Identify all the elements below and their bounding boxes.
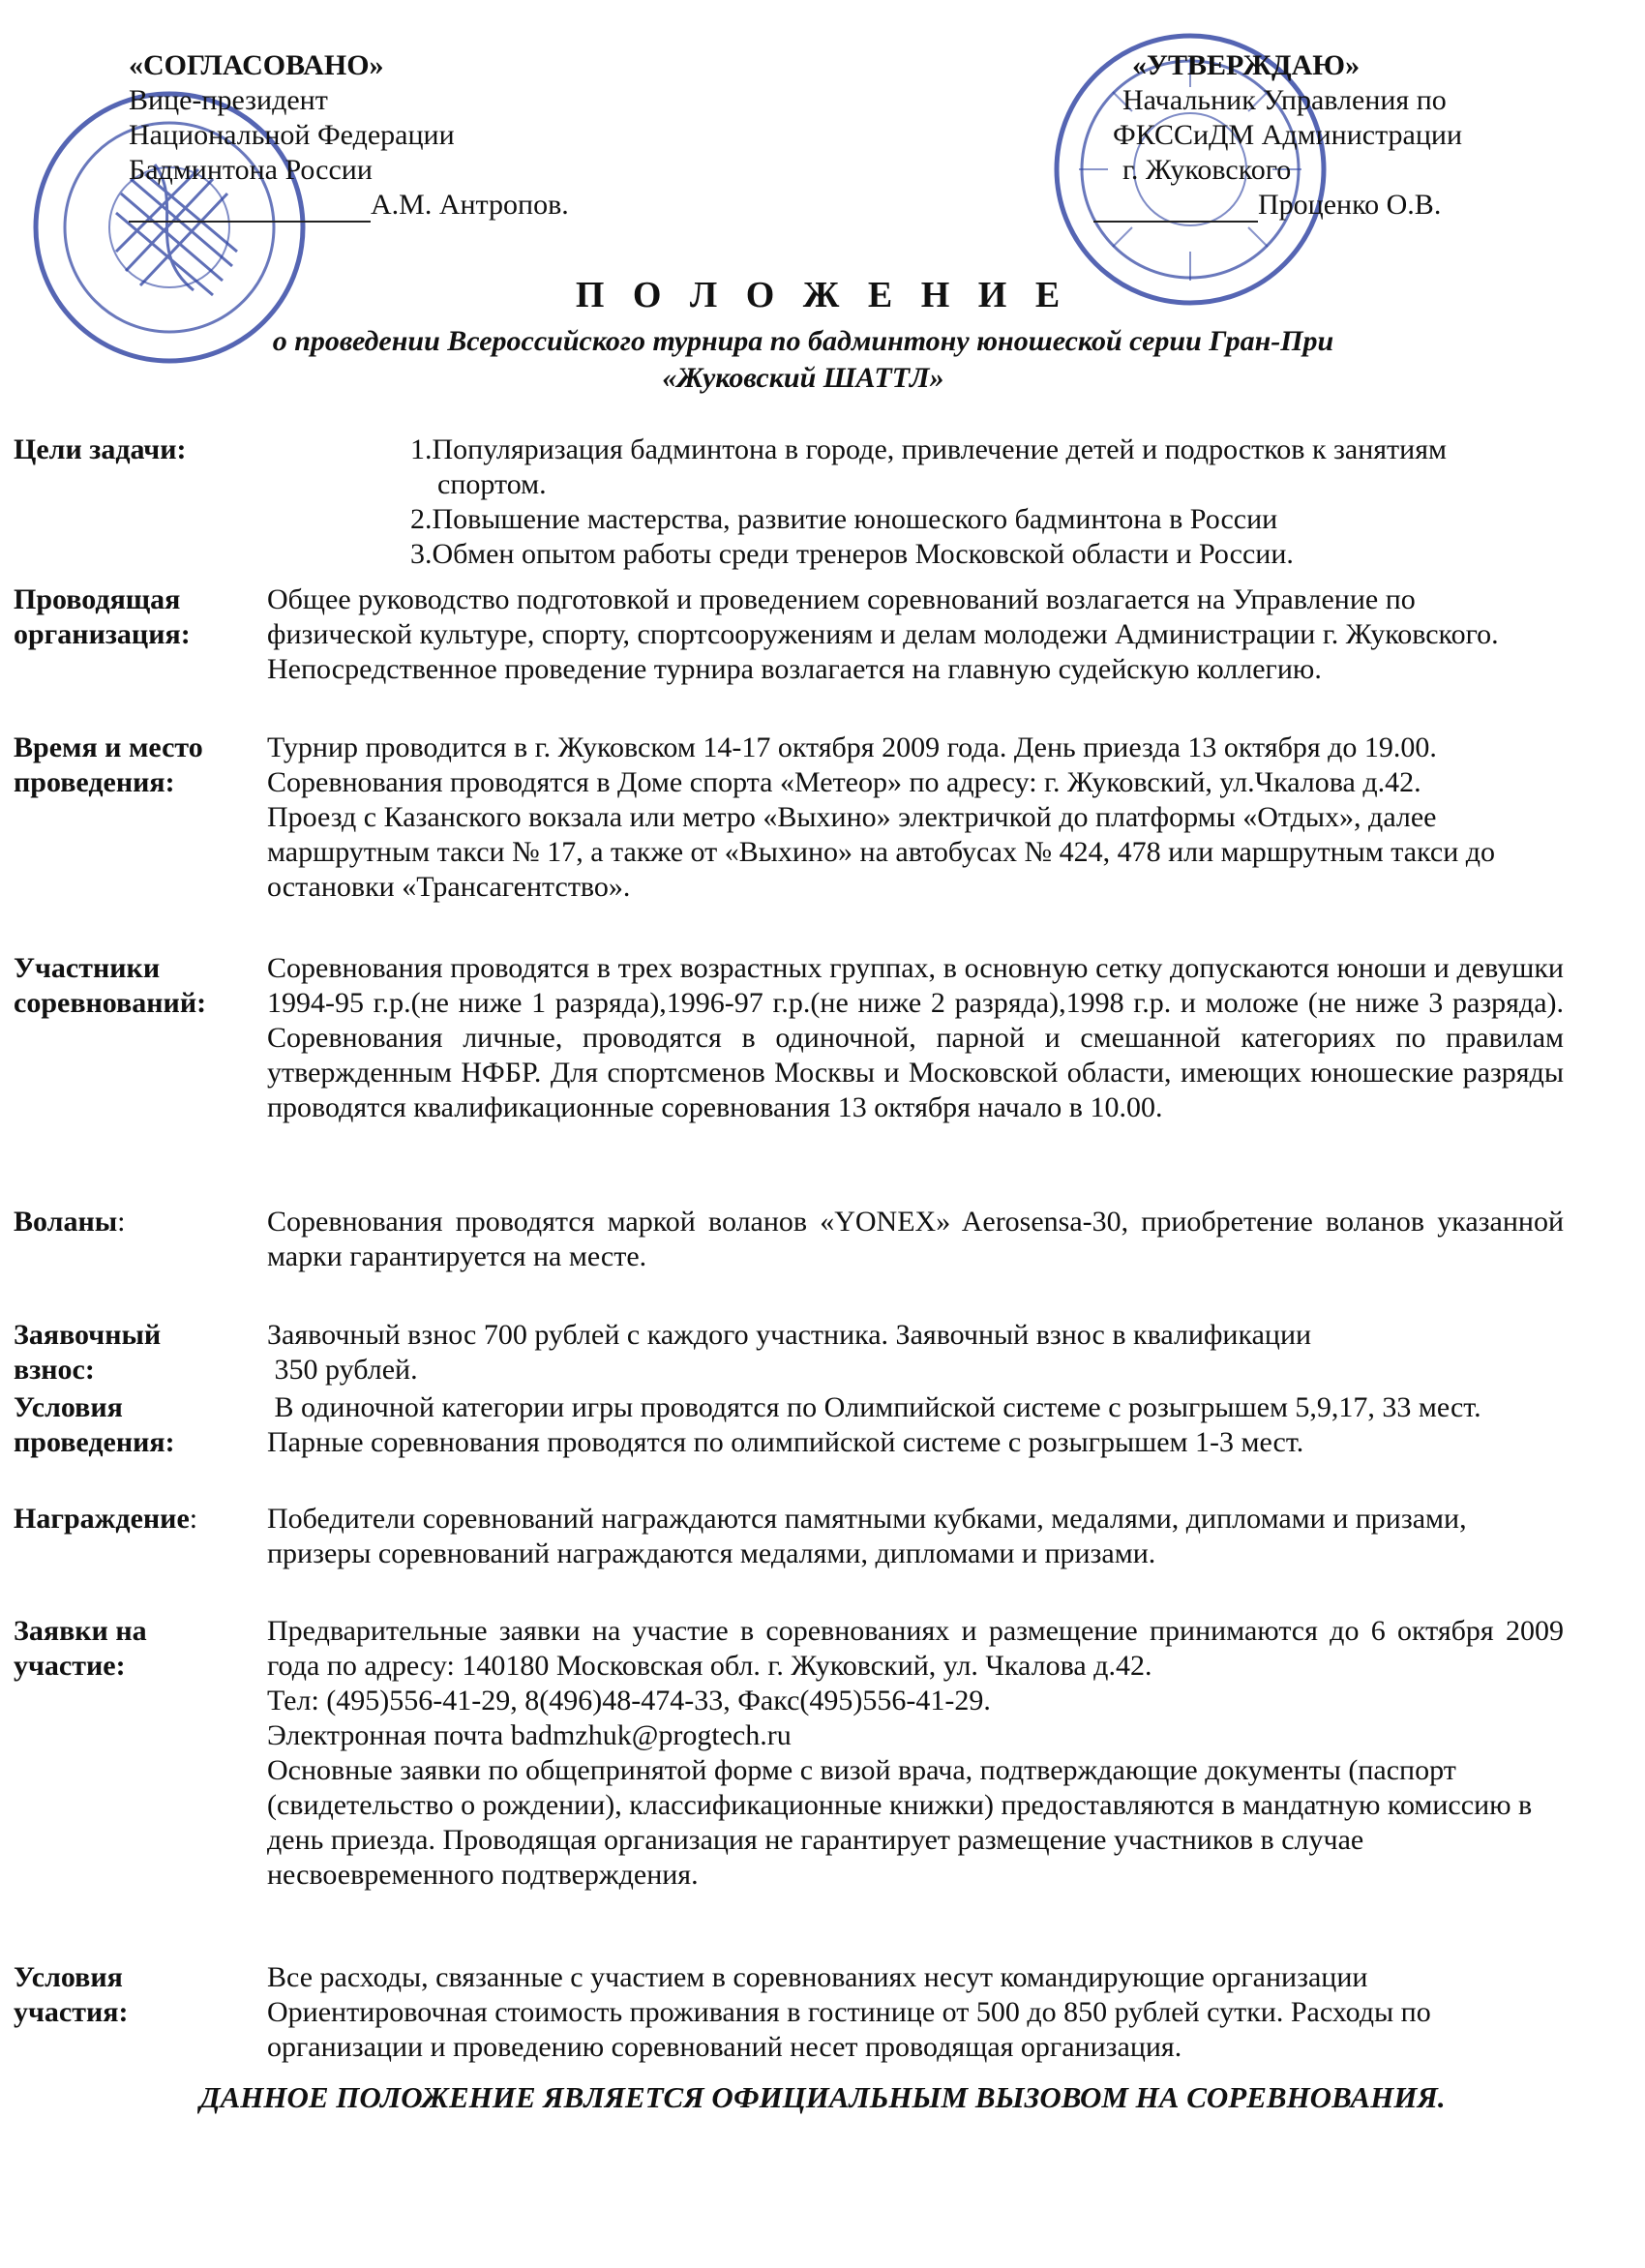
label-text: Воланы: [14, 1206, 118, 1238]
label-colon: :: [117, 1206, 126, 1238]
section-time-place: [14, 731, 1564, 914]
goal-item: 3.Обмен опытом работы среди тренеров Московской области и России.: [410, 538, 1294, 570]
approval-right-line: г. Жуковского: [1122, 154, 1292, 186]
section-conditions: [14, 1390, 1564, 1463]
paragraph: Победители соревнований награждаются памятными кубками, медалями, дипломами и призами, призеры соревнований награждаются медалями, дипломами и призами.: [267, 1503, 1467, 1569]
document-title: П О Л О Ж Е Н И Е: [575, 275, 1070, 315]
approval-right-line: ФКССиДМ Администрации: [1113, 119, 1463, 151]
section-text: [267, 1960, 1535, 2065]
section-participation: [14, 1960, 1564, 2067]
section-label: [14, 731, 255, 800]
section-text: [267, 1205, 1564, 1274]
goal-item: 1.Популяризация бадминтона в городе, привлечение детей и подростков к занятиям спортом.: [410, 433, 1448, 500]
section-awards: [14, 1502, 1564, 1574]
label-line: организация:: [14, 618, 191, 650]
section-text: [267, 951, 1564, 1125]
label-text: Награждение: [14, 1503, 190, 1535]
label-line: проведения:: [14, 766, 175, 798]
approval-right-line: Начальник Управления по: [1122, 84, 1447, 116]
section-label: [14, 1318, 255, 1388]
approval-left-title: «СОГЛАСОВАНО»: [129, 49, 384, 81]
paragraph: Общее руководство подготовкой и проведением соревнований возлагается на Управление по физической культуре, спорту, спортсооружениям и делам молодежи Администрации г. Жуковского. Непосредственное проведение турнира возлагается на главную судейскую коллегию.: [267, 583, 1499, 685]
label-line: участие:: [14, 1650, 126, 1682]
section-label: Цели задачи:: [14, 433, 187, 465]
contact-phone: Тел: (495)556-41-29, 8(496)48-474-33, Факс(495)556-41-29.: [267, 1685, 991, 1716]
section-label: [14, 1205, 255, 1239]
label-line: Заявочный: [14, 1319, 162, 1351]
approval-left-signature: [129, 188, 671, 223]
signature-line: [129, 195, 371, 223]
document-subtitle: [164, 323, 1442, 397]
section-label: [14, 1502, 255, 1537]
paragraph: В одиночной категории игры проводятся по Олимпийской системе с розыгрышем 5,9,17, 33 мест. Парные соревнования проводятся по олимпийской системе с розыгрышем 1-3 мест.: [267, 1391, 1489, 1458]
section-text: [267, 1390, 1564, 1460]
paragraph: Предварительные заявки на участие в соревнованиях и размещение принимаются до 6 октября 2009 года по адресу: 140180 Московская обл. г. Жуковский, ул. Чкалова д.42.: [267, 1615, 1564, 1682]
label-line: соревнований:: [14, 987, 207, 1019]
paragraph: Турнир проводится в г. Жуковском 14-17 октября 2009 года. День приезда 13 октября до 19.00. Соревнования проводятся в Доме спорта «Метеор» по адресу: г. Жуковский, ул.Чкалова д.42. Проезд с Казанского вокзала или метро «Выхино» электричкой до платформы «Отдых», далее маршрутным такси № 17, а также от «Выхино» на автобусах № 424, 478 или маршрутным такси до остановки «Трансагентство».: [267, 731, 1496, 903]
label-colon: :: [189, 1503, 198, 1535]
label-line: проведения:: [14, 1426, 175, 1458]
approval-right-signature: [1093, 188, 1616, 223]
paragraph: Соревнования проводятся маркой воланов «YONEX» Aerosensa-30, приобретение воланов указанной марки гарантируется на месте.: [267, 1206, 1564, 1272]
label-line: Условия: [14, 1961, 123, 1993]
section-fee: [14, 1318, 1564, 1390]
subtitle-line: о проведении Всероссийского турнира по бадминтону юношеской серии Гран-При: [272, 325, 1334, 357]
approval-left: [129, 48, 671, 223]
section-text: [267, 582, 1544, 687]
goals-list: [410, 433, 1523, 572]
section-label: [14, 1390, 255, 1460]
approval-right-title: «УТВЕРЖДАЮ»: [1132, 49, 1361, 81]
approval-left-line: Бадминтона России: [129, 154, 373, 186]
text-line: Заявочный взнос 700 рублей с каждого участника. Заявочный взнос в квалификации: [267, 1319, 1312, 1351]
label-line: Заявки на: [14, 1615, 147, 1647]
approval-left-line: Национальной Федерации: [129, 119, 455, 151]
approval-right: [1093, 48, 1616, 223]
section-label: [14, 582, 255, 652]
section-organization: [14, 582, 1564, 723]
section-label: [14, 1614, 255, 1684]
label-line: Проводящая: [14, 583, 181, 615]
goal-item: 2.Повышение мастерства, развитие юношеского бадминтона в России: [410, 503, 1278, 535]
section-text: [267, 731, 1515, 905]
paragraph: Соревнования проводятся в трех возрастных группах, в основную сетку допускаются юноши и девушки 1994-95 г.р.(не ниже 1 разряда),1996-97 г.р.(не ниже 2 разряда),1998 г.р. и моложе (не ниже 3 разряда). Соревнования личные, проводятся в одиночной, парной и смешанной категориях по правилам утвержденным НФБР. Для спортсменов Москвы и Московской области, имеющих юношеские разряды проводятся квалификационные соревнования 13 октября начало в 10.00.: [267, 952, 1564, 1123]
section-applications: [14, 1614, 1564, 1933]
section-goals: [14, 433, 1564, 578]
approval-left-line: Вице-президент: [129, 84, 328, 116]
label-line: Участники: [14, 952, 161, 984]
section-text: [267, 1502, 1515, 1571]
label-line: взнос:: [14, 1354, 95, 1386]
section-label: [14, 951, 255, 1021]
label-line: Время и место: [14, 731, 203, 763]
section-text: [267, 1318, 1564, 1388]
label-line: Условия: [14, 1391, 123, 1423]
footer-note: ДАННОЕ ПОЛОЖЕНИЕ ЯВЛЯЕТСЯ ОФИЦИАЛЬНЫМ ВЫЗОВОМ НА СОРЕВНОВАНИЯ.: [199, 2080, 1446, 2114]
text-line: 350 рублей.: [267, 1354, 418, 1386]
approval-right-signer: Проценко О.В.: [1258, 189, 1442, 221]
contact-email: Электронная почта badmzhuk@progtech.ru: [267, 1719, 792, 1751]
subtitle-line: «Жуковский ШАТТЛ»: [662, 362, 944, 394]
paragraph: Все расходы, связанные с участием в соревнованиях несут командирующие организации Ориентировочная стоимость проживания в гостинице от 500 до 850 рублей сутки. Расходы по организации и проведению соревнований несет проводящая организация.: [267, 1961, 1431, 2063]
section-shuttles: [14, 1205, 1564, 1282]
approval-left-signer: А.М. Антропов.: [371, 189, 569, 221]
section-label: [14, 1960, 255, 2030]
label-line: участия:: [14, 1996, 129, 2028]
section-participants: [14, 951, 1564, 1164]
signature-line: [1093, 195, 1258, 223]
paragraph: Основные заявки по общепринятой форме с визой врача, подтверждающие документы (паспорт (свидетельство о рождении), классификационные книжки) предоставляются в мандатную комиссию в день приезда. Проводящая организация не гарантирует размещение участников в случае несвоевременного подтверждения.: [267, 1754, 1533, 1891]
section-text: [267, 1614, 1564, 1893]
